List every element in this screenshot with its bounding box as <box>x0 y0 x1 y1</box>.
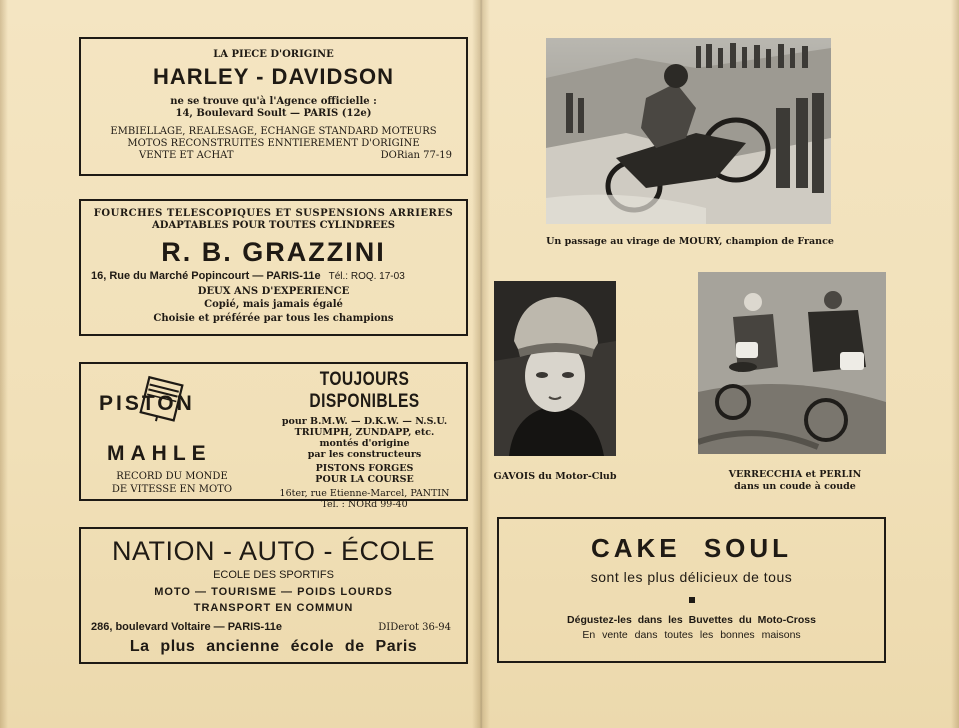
harley-agency-line: ne se trouve qu'à l'Agence officielle : <box>170 96 377 107</box>
caption-verrecchia-line-2: dans un coude à coude <box>734 481 856 492</box>
piston-race-line: POUR LA COURSE <box>315 474 414 485</box>
harley-phone: DORian 77-19 <box>380 150 452 161</box>
piston-record-line-2: DE VITESSE EN MOTO <box>111 484 233 495</box>
right-page-edge <box>951 0 959 728</box>
harley-services-2: MOTOS RECONSTRUITES ENNTIEREMENT D'ORIGINE <box>127 138 420 149</box>
photo-gavois-image <box>494 281 616 456</box>
photo-moury-turn <box>546 38 831 224</box>
cake-soul-buvettes: Dégustez-les dans les Buvettes du Moto-Cross <box>567 614 816 626</box>
piston-brands-2: TRIUMPH, ZUNDAPP, etc. <box>294 427 435 438</box>
book-spine <box>472 0 490 728</box>
harley-tagline: LA PIECE D'ORIGINE <box>213 49 334 60</box>
grazzini-copied-line: Copié, mais jamais égalé <box>204 299 343 310</box>
grazzini-line-1: FOURCHES TELESCOPIQUES ET SUSPENSIONS ARRIERES <box>93 208 454 219</box>
nation-phone: DIDerot 36-94 <box>378 622 451 633</box>
caption-gavois: GAVOIS du Motor-Club <box>493 471 617 482</box>
piston-brands-1: pour B.M.W. — D.K.W. — N.S.U. <box>281 416 448 427</box>
photo-moury-image <box>546 38 831 224</box>
piston-word: PISTON <box>99 392 195 415</box>
nation-slogan: La plus ancienne école de Paris <box>129 638 418 655</box>
piston-origin-line: montés d'origine <box>319 438 410 449</box>
piston-headline: TOUJOURS DISPONIBLES <box>309 369 420 412</box>
nation-subtitle: ECOLE DES SPORTIFS <box>213 569 334 581</box>
nation-transport: TRANSPORT EN COMMUN <box>193 602 354 614</box>
separator-bullet-icon <box>689 597 695 603</box>
nation-address: 286, boulevard Voltaire — PARIS-11e <box>91 621 282 633</box>
harley-services-3: VENTE ET ACHAT <box>139 150 234 161</box>
piston-address: 16ter, rue Etienne-Marcel, PANTIN <box>279 488 450 499</box>
caption-moury: Un passage au virage de MOURY, champion de France <box>546 236 834 247</box>
grazzini-name: R. B. GRAZZINI <box>161 237 386 267</box>
piston-forged-line: PISTONS FORGES <box>315 463 414 474</box>
caption-verrecchia-line-1: VERRECCHIA et PERLIN <box>728 469 862 480</box>
grazzini-address: 16, Rue du Marché Popincourt — PARIS-11e <box>91 270 321 282</box>
grazzini-ad <box>79 199 468 336</box>
harley-brand: HARLEY - DAVIDSON <box>152 64 395 89</box>
photo-gavois <box>494 281 616 456</box>
nation-categories: MOTO — TOURISME — POIDS LOURDS <box>154 586 393 598</box>
left-page-edge <box>0 0 8 728</box>
nation-address-row <box>91 621 451 633</box>
harley-footer-row <box>139 150 452 161</box>
photo-verrecchia-image <box>698 272 886 454</box>
harley-services-1: EMBIELLAGE, REALESAGE, ECHANGE STANDARD MOTEURS <box>110 126 437 137</box>
grazzini-experience: DEUX ANS D'EXPERIENCE <box>197 286 350 297</box>
cake-soul-tagline: sont les plus délicieux de tous <box>590 569 793 585</box>
mahle-word: MAHLE <box>107 442 212 465</box>
caption-verrecchia <box>700 469 890 493</box>
grazzini-champions-line: Choisie et préférée par tous les champions <box>153 313 394 324</box>
photo-verrecchia-perlin <box>698 272 886 454</box>
cake-soul-sale: En vente dans toutes les bonnes maisons <box>582 629 801 641</box>
harley-address: 14, Boulevard Soult — PARIS (12e) <box>175 108 372 119</box>
piston-constructors-line: par les constructeurs <box>307 449 422 460</box>
grazzini-phone: Tél.: ROQ. 17-03 <box>328 271 405 282</box>
harley-davidson-ad <box>79 37 468 176</box>
grazzini-line-2: ADAPTABLES POUR TOUTES CYLINDREES <box>152 220 395 231</box>
nation-auto-ecole-ad <box>79 527 468 664</box>
nation-title: NATION - AUTO - ÉCOLE <box>111 536 436 566</box>
piston-mahle-details <box>263 364 466 510</box>
cake-soul-ad <box>497 517 886 663</box>
piston-record-line-1: RECORD DU MONDE <box>116 471 228 482</box>
piston-phone: Tél. : NORd 99-40 <box>321 499 408 510</box>
piston-mahle-ad <box>79 362 468 510</box>
cake-soul-title: CAKE SOUL <box>590 533 793 563</box>
grazzini-address-row <box>91 270 466 282</box>
piston-mahle-brand-block <box>81 364 263 499</box>
